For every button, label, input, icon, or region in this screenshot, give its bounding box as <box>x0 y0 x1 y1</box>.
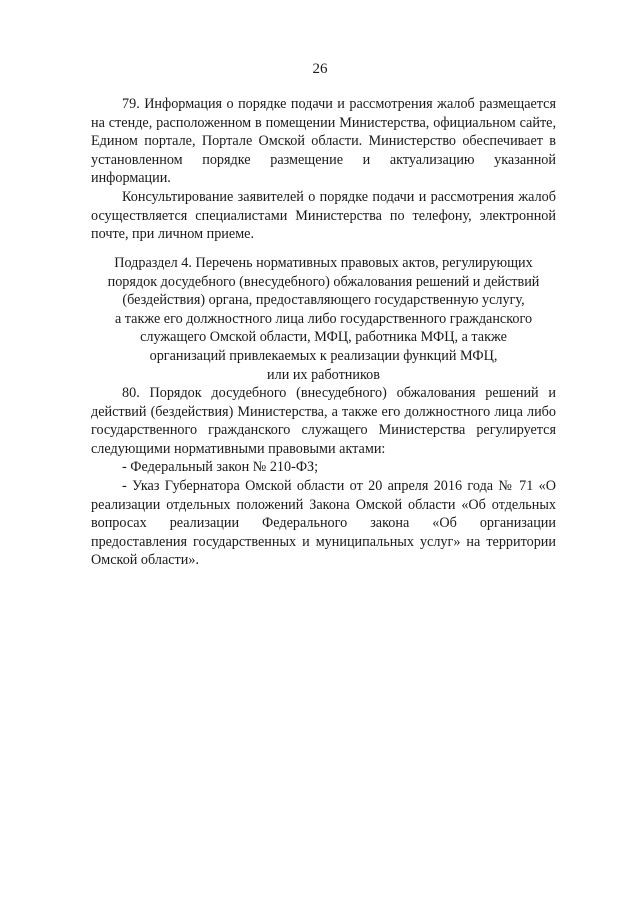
section-80 <box>91 384 556 570</box>
section-80-intro: 80. Порядок досудебного (внесудебного) обжалования решений и действий (бездействия) Министерства, а также его должностного лица либо государственного гражданского служащего Министерства регулируется следующими нормативными правовыми актами: <box>91 385 556 457</box>
subsection-heading-line: Подраздел 4. Перечень нормативных правовых актов, регулирующих <box>114 255 533 271</box>
subsection-heading-line: а также его должностного лица либо государственного гражданского <box>114 310 533 327</box>
subsection-heading-line: порядок досудебного (внесудебного) обжалования решений и действий <box>107 273 540 290</box>
subsection-heading-line: служащего Омской области, МФЦ, работника МФЦ, а также <box>140 329 507 346</box>
subsection-heading-line: или их работников <box>267 366 380 383</box>
legal-act-item: - Указ Губернатора Омской области от 20 апреля 2016 года № 71 «О реализации отдельных положений Закона Омской области «Об отдельных вопросах реализации Федерального закона «Об организации предоставления государственных и муниципальных услуг» на территории Омской области». <box>91 477 556 569</box>
subsection-heading-line: организаций привлекаемых к реализации функций МФЦ, <box>149 347 498 364</box>
legal-act-item: - Федеральный закон № 210-ФЗ; <box>122 459 319 476</box>
subsection-heading-line: (бездействия) органа, предоставляющего государственную услугу, <box>122 292 525 309</box>
section-79-paragraph: Консультирование заявителей о порядке подачи и рассмотрения жалоб осуществляется специалистами Министерства по телефону, электронной почте, при личном приеме. <box>91 188 556 243</box>
page-number: 26 <box>312 61 328 77</box>
section-79-paragraph: 79. Информация о порядке подачи и рассмотрения жалоб размещается на стенде, расположенном в помещении Министерства, официальном сайте, Едином портале, Портале Омской области. Министерство обеспечивает в установленном порядке размещение и актуализацию указанной информации. <box>91 96 556 187</box>
section-79 <box>91 95 556 244</box>
subsection-4-heading <box>91 254 556 384</box>
